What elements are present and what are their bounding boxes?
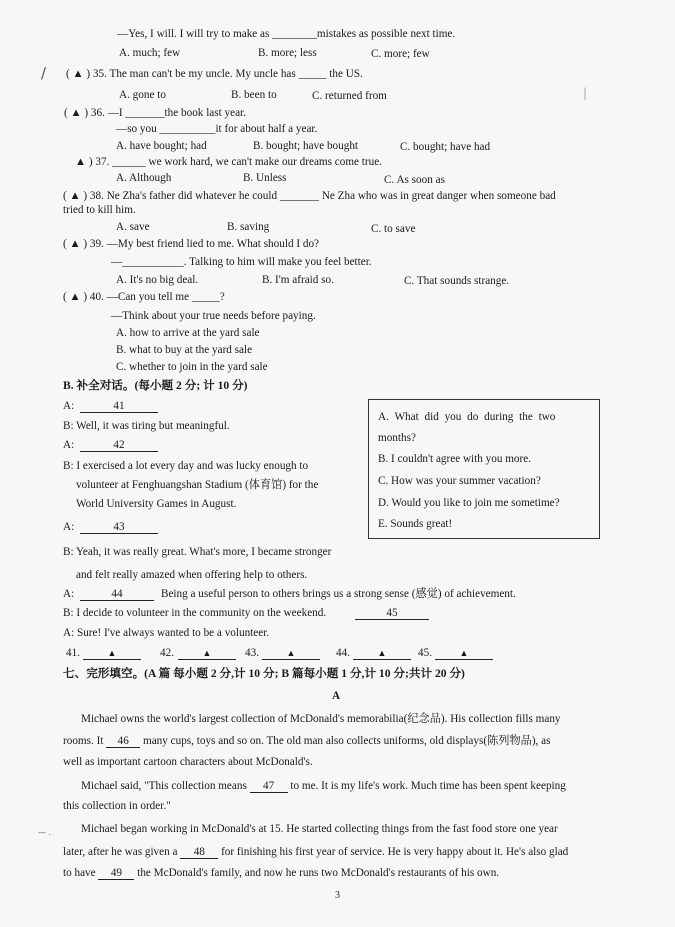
- text-line: volunteer at Fenghuangshan Stadium (体育馆) for the: [76, 479, 319, 491]
- section-heading: 七、完形填空。(A 篇 每小题 2 分,计 10 分; B 篇每小题 1 分,计 10 分;共计 20 分): [63, 667, 465, 680]
- blank-44: 44: [80, 587, 154, 601]
- option-a: A. gone to: [119, 89, 166, 101]
- speaker-a: A:: [63, 400, 75, 412]
- question-38: ( ▲ ) 38. Ne Zha's father did whatever he could _______ Ne Zha who was in great danger when someone bad: [63, 190, 556, 202]
- blank-45: 45: [355, 606, 429, 620]
- stray-mark: |: [583, 86, 588, 100]
- option-b: B. bought; have bought: [253, 140, 359, 152]
- question-39: ( ▲ ) 39. —My best friend lied to me. What should I do?: [63, 238, 320, 250]
- option-a: A. how to arrive at the yard sale: [116, 327, 260, 339]
- pencil-mark: — .: [38, 828, 52, 837]
- passage-line: to have 49 the McDonald's family, and now he runs two McDonald's restaurants of his own.: [63, 867, 500, 879]
- text-line: B: I exercised a lot every day and was lucky enough to: [63, 460, 309, 472]
- passage-title: A: [332, 690, 341, 702]
- option-b: B. been to: [231, 89, 277, 101]
- page-number: 3: [335, 890, 340, 901]
- blank-43: 43: [80, 520, 158, 534]
- speaker-a: A:: [63, 588, 75, 600]
- option-b: B. what to buy at the yard sale: [116, 344, 253, 356]
- passage-line: later, after he was given a 48 for finishing his first year of service. He is very happy about it. He's also glad: [63, 846, 569, 858]
- answer-label: 42.: [160, 647, 174, 659]
- pencil-mark: /: [41, 64, 47, 82]
- box-option-b: B. I couldn't agree with you more.: [378, 453, 532, 465]
- answer-label: 41.: [66, 647, 80, 659]
- option-b: B. Unless: [243, 172, 287, 184]
- blank-47: 47: [250, 781, 288, 793]
- answer-blank: ▲: [262, 646, 320, 660]
- question-37: ▲ ) 37. ______ we work hard, we can't make our dreams come true.: [75, 156, 382, 168]
- passage-line: Michael said, "This collection means 47 to me. It is my life's work. Much time has been spent keeping: [81, 780, 566, 792]
- section-heading: B. 补全对话。(每小题 2 分; 计 10 分): [63, 379, 248, 392]
- answer-blank: ▲: [83, 646, 141, 660]
- answer-label: 45.: [418, 647, 432, 659]
- option-c: C. bought; have had: [400, 141, 491, 153]
- speaker-a: A:: [63, 521, 75, 533]
- option-b: B. saving: [227, 221, 270, 233]
- text-line: B: Yeah, it was really great. What's more, I became stronger: [63, 546, 332, 558]
- passage-line: well as important cartoon characters about McDonald's.: [63, 756, 313, 768]
- question-36: ( ▲ ) 36. —I _______the book last year.: [64, 107, 246, 119]
- option-a: A. It's no big deal.: [116, 274, 199, 286]
- option-a: A. have bought; had: [116, 140, 207, 152]
- option-b: B. I'm afraid so.: [262, 274, 334, 286]
- option-a: A. save: [116, 221, 150, 233]
- blank-49: 49: [98, 868, 134, 880]
- question-40: ( ▲ ) 40. —Can you tell me _____?: [63, 291, 225, 303]
- text-line: B: I decide to volunteer in the community on the weekend.: [63, 607, 327, 619]
- box-option-a: A. What did you do during the two: [378, 411, 556, 423]
- text-line: World University Games in August.: [76, 498, 237, 510]
- text-line: —___________. Talking to him will make you feel better.: [111, 256, 372, 268]
- blank-42: 42: [80, 438, 158, 452]
- answer-blank: ▲: [353, 646, 411, 660]
- text-line: and felt really amazed when offering help to others.: [76, 569, 308, 581]
- passage-line: this collection in order.": [63, 800, 171, 812]
- option-a: A. Although: [116, 172, 172, 184]
- passage-line: rooms. It 46 many cups, toys and so on. The old man also collects uniforms, old displays(陈列物品), as: [63, 735, 551, 747]
- answer-blank: ▲: [435, 646, 493, 660]
- answer-label: 44.: [336, 647, 350, 659]
- text-line: —Think about your true needs before paying.: [111, 310, 316, 322]
- passage-line: Michael began working in McDonald's at 15. He started collecting things from the fast food store one year: [81, 823, 558, 835]
- passage-line: Michael owns the world's largest collection of McDonald's memorabilia(纪念品). His collection fills many: [81, 713, 561, 725]
- options-box: [368, 399, 600, 539]
- option-c: C. As soon as: [384, 174, 445, 186]
- box-option-c: C. How was your summer vacation?: [378, 475, 541, 487]
- option-c: C. whether to join in the yard sale: [116, 361, 268, 373]
- answer-label: 43.: [245, 647, 259, 659]
- option-c: C. That sounds strange.: [404, 275, 510, 287]
- blank-41: 41: [80, 399, 158, 413]
- text-line: —so you __________it for about half a year.: [116, 123, 318, 135]
- option-c: C. more; few: [371, 48, 430, 60]
- text-line: B: Well, it was tiring but meaningful.: [63, 420, 230, 432]
- text-line: tried to kill him.: [63, 204, 136, 216]
- blank-48: 48: [180, 847, 218, 859]
- option-c: C. to save: [371, 223, 416, 235]
- text-line: Being a useful person to others brings us a strong sense (感觉) of achievement.: [161, 588, 516, 600]
- box-option-d: D. Would you like to join me sometime?: [378, 497, 560, 509]
- box-option-a-cont: months?: [378, 432, 416, 444]
- option-c: C. returned from: [312, 90, 387, 102]
- text-line: —Yes, I will. I will try to make as ________mistakes as possible next time.: [117, 28, 456, 40]
- answer-blank: ▲: [178, 646, 236, 660]
- speaker-a: A:: [63, 439, 75, 451]
- blank-46: 46: [106, 736, 140, 748]
- option-a: A. much; few: [119, 47, 181, 59]
- option-b: B. more; less: [258, 47, 317, 59]
- box-option-e: E. Sounds great!: [378, 518, 453, 530]
- question-35: ( ▲ ) 35. The man can't be my uncle. My uncle has _____ the US.: [66, 68, 363, 80]
- text-line: A: Sure! I've always wanted to be a volunteer.: [63, 627, 270, 639]
